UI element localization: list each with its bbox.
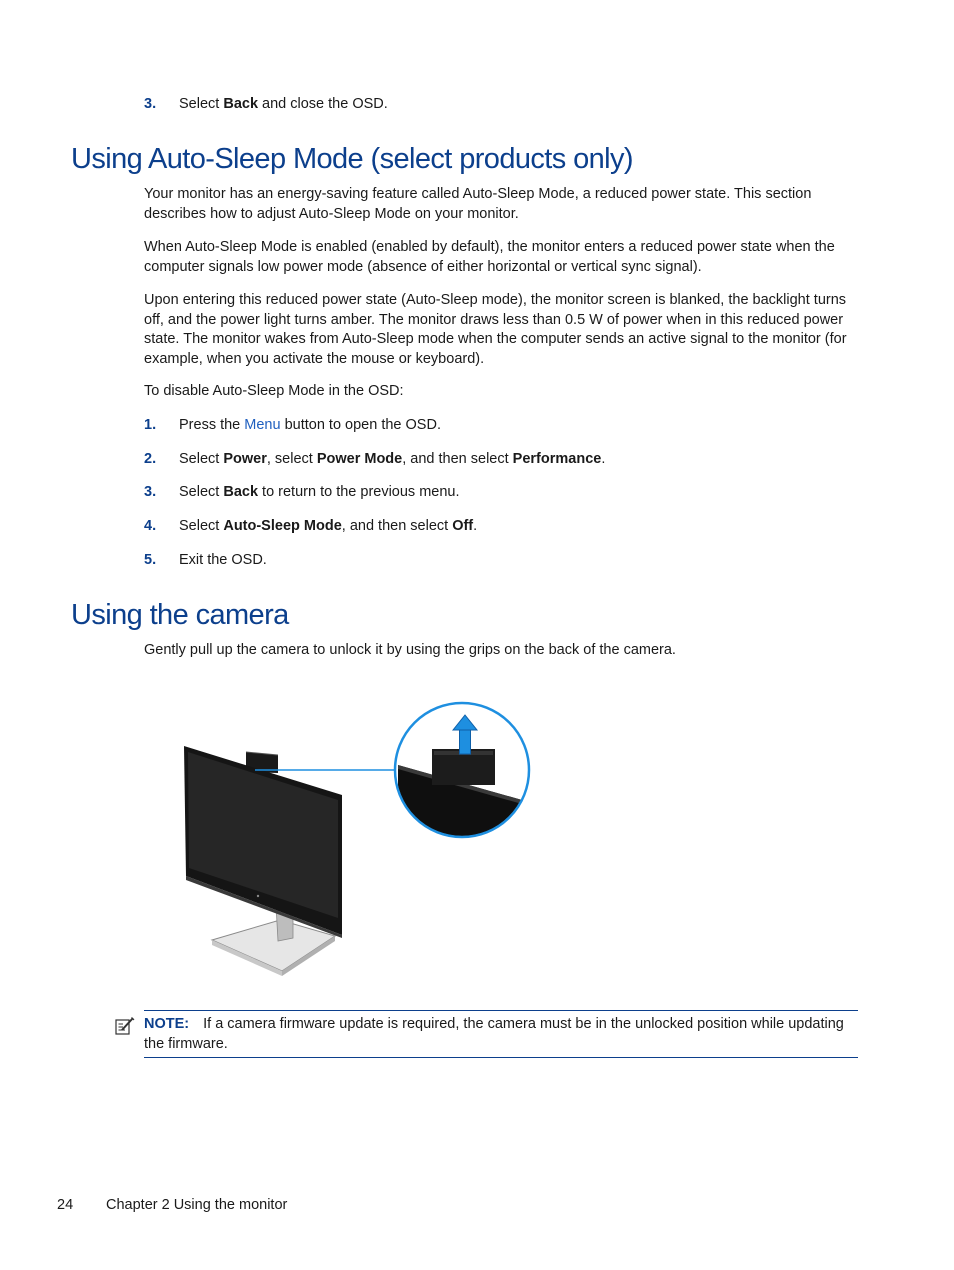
step-text: Exit the OSD. [179,552,267,568]
menu-link[interactable]: Menu [244,417,281,433]
step-number: 1. [144,417,157,433]
paragraph-reduced-power: Upon entering this reduced power state (Auto-Sleep mode), the monitor screen is blanked, the backlight turns off, and the power light turns amber. The monitor draws less than 0.5 W of power when in this reduced power state. The monitor wakes from Auto-Sleep mode when the computer sends an active signal to the monitor (for example, when you activate the mouse or keyboard). [144,292,847,367]
step-text: Select Power, select Power Mode, and then select Performance. [179,451,606,467]
note-label: NOTE: [144,1016,190,1032]
paragraph-intro: Your monitor has an energy-saving feature called Auto-Sleep Mode, a reduced power state. This section describes how to adjust Auto-Sleep Mode on your monitor. [144,186,812,222]
step-text: Select Back and close the OSD. [179,96,388,112]
step-text: Select Auto-Sleep Mode, and then select Off. [179,518,478,534]
chapter-title: Chapter 2 Using the monitor [106,1197,288,1213]
step-text: Select Back to return to the previous menu. [179,484,460,500]
note-text [144,1015,858,1054]
paragraph-disable: To disable Auto-Sleep Mode in the OSD: [144,383,404,399]
step-number: 3. [144,484,157,500]
section-title-camera: Using the camera [71,599,289,631]
note-box [144,1010,858,1058]
monitor-camera-illustration [150,695,570,985]
step-number: 4. [144,518,157,534]
note-body: If a camera firmware update is required, the camera must be in the unlocked position while updating the firmware. [144,1016,844,1052]
step-number: 5. [144,552,157,568]
step-number: 2. [144,451,157,467]
page-number: 24 [57,1197,74,1213]
note-pencil-icon [114,1015,136,1037]
section-title-auto-sleep: Using Auto-Sleep Mode (select products only) [71,143,633,175]
paragraph-enabled: When Auto-Sleep Mode is enabled (enabled by default), the monitor enters a reduced power state when the computer signals low power mode (absence of either horizontal or vertical sync signal). [144,239,835,275]
paragraph-camera: Gently pull up the camera to unlock it by using the grips on the back of the camera. [144,642,676,658]
step-number: 3. [144,96,157,112]
step-text: Press the Menu button to open the OSD. [179,417,441,433]
